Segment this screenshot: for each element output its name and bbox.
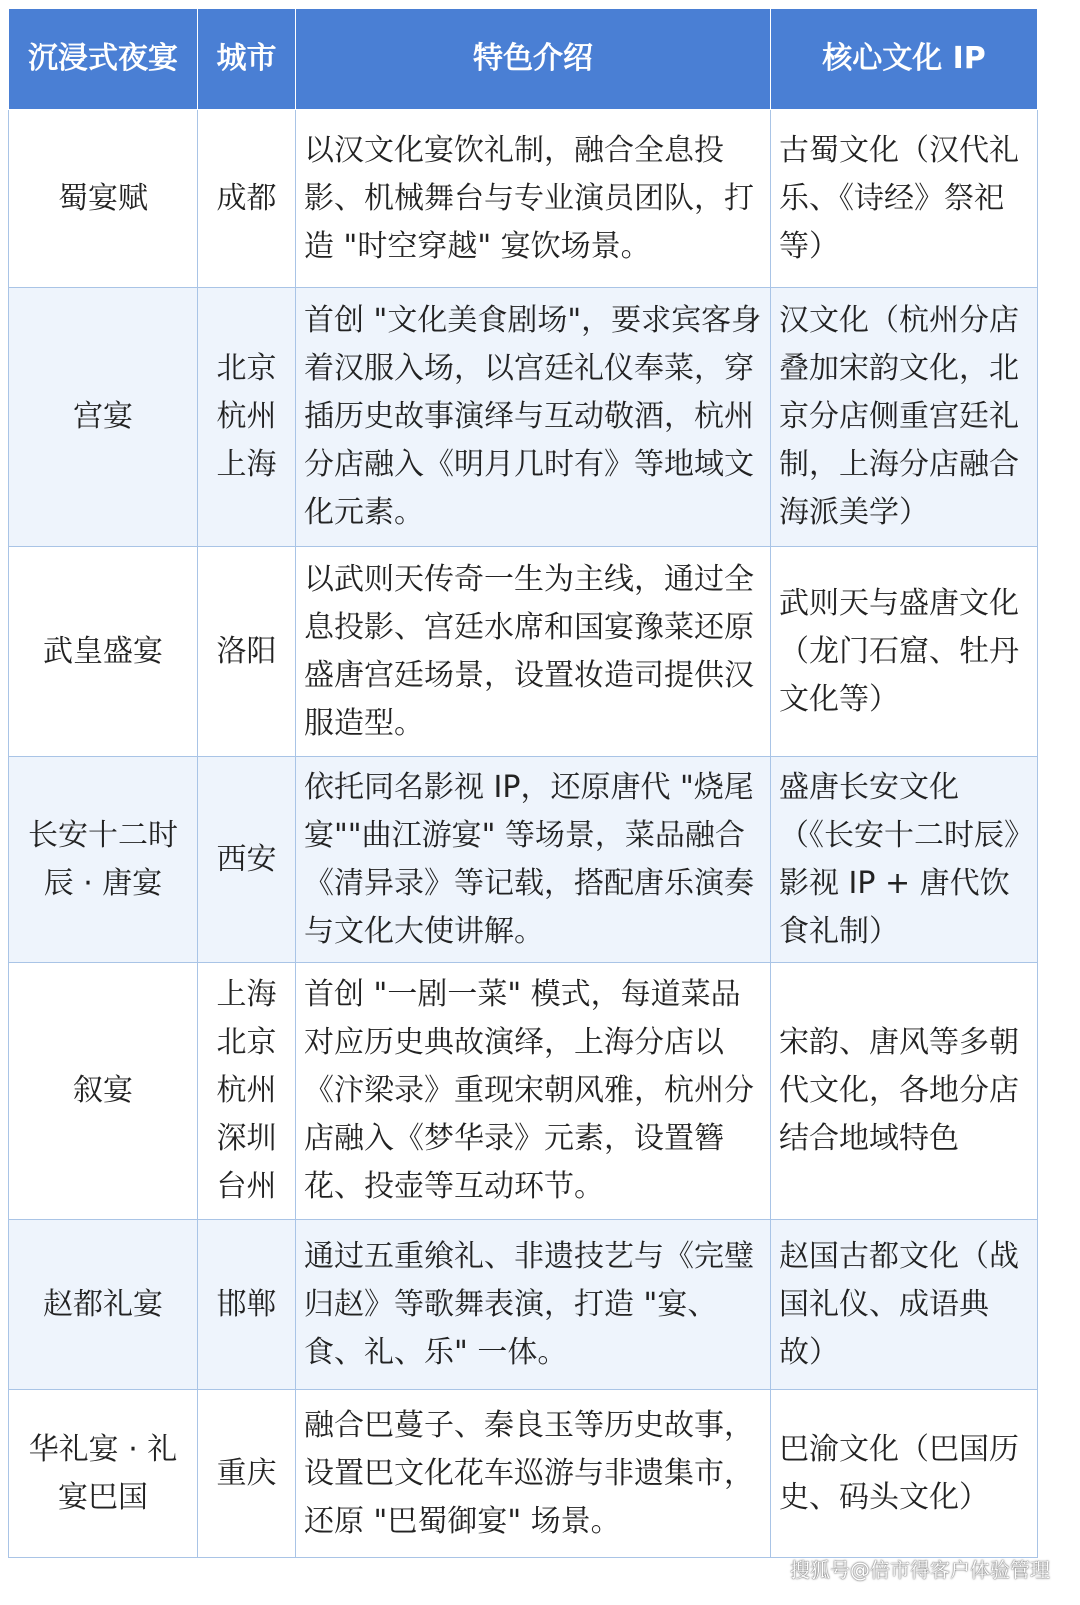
row-ip: 盛唐长安文化（《长安十二时辰》影视 IP + 唐代饮食礼制）: [771, 757, 1038, 963]
row-name: 宫宴: [9, 288, 198, 547]
city-label: 邯郸: [216, 1286, 277, 1322]
row-cities: [198, 288, 296, 547]
row-cities: [198, 757, 296, 963]
city-label: 杭州: [216, 399, 277, 434]
row-ip: 武则天与盛唐文化（龙门石窟、牡丹文化等）: [771, 547, 1038, 757]
row-ip: 赵国古都文化（战国礼仪、成语典故）: [771, 1220, 1038, 1390]
table-row: [9, 757, 1038, 963]
row-cities: [198, 110, 296, 288]
header-intro: 特色介绍: [296, 9, 771, 110]
table-row: [9, 547, 1038, 757]
row-intro: 依托同名影视 IP，还原唐代 "烧尾宴""曲江游宴" 等场景，菜品融合《清异录》等记载，搭配唐乐演奏与文化大使讲解。: [296, 757, 771, 963]
row-cities: [198, 1220, 296, 1390]
header-name: 沉浸式夜宴: [9, 9, 198, 110]
row-ip: 宋韵、唐风等多朝代文化，各地分店结合地域特色: [771, 963, 1038, 1220]
row-cities: [198, 547, 296, 757]
table-row: [9, 288, 1038, 547]
header-city: 城市: [198, 9, 296, 110]
city-label: 重庆: [216, 1455, 277, 1491]
table-header-row: [9, 9, 1038, 110]
row-cities: [198, 1390, 296, 1558]
table-row: [9, 963, 1038, 1220]
row-name: 蜀宴赋: [9, 110, 198, 288]
row-ip: 巴渝文化（巴国历史、码头文化）: [771, 1390, 1038, 1558]
row-intro: 以武则天传奇一生为主线，通过全息投影、宫廷水席和国宴豫菜还原盛唐宫廷场景，设置妆造司提供汉服造型。: [296, 547, 771, 757]
table-row: [9, 1390, 1038, 1558]
city-label: 北京: [216, 1025, 277, 1060]
row-intro: 首创 "文化美食剧场"，要求宾客身着汉服入场，以宫廷礼仪奉菜，穿插历史故事演绎与互动敬酒，杭州分店融入《明月几时有》等地域文化元素。: [296, 288, 771, 547]
header-ip: 核心文化 IP: [771, 9, 1038, 110]
row-name: 长安十二时辰 · 唐宴: [9, 757, 198, 963]
row-intro: 融合巴蔓子、秦良玉等历史故事，设置巴文化花车巡游与非遗集市，还原 "巴蜀御宴" 场景。: [296, 1390, 771, 1558]
row-ip: 汉文化（杭州分店叠加宋韵文化，北京分店侧重宫廷礼制，上海分店融合海派美学）: [771, 288, 1038, 547]
city-label: 杭州: [216, 1073, 277, 1108]
row-ip: 古蜀文化（汉代礼乐、《诗经》祭祀等）: [771, 110, 1038, 288]
city-label: 北京: [216, 351, 277, 386]
watermark: 搜狐号@倍市得客户体验管理: [790, 1558, 1050, 1582]
table-row: [9, 110, 1038, 288]
table-row: [9, 1220, 1038, 1390]
city-label: 台州: [216, 1169, 277, 1204]
city-label: 西安: [216, 841, 277, 877]
row-name: 赵都礼宴: [9, 1220, 198, 1390]
row-name: 武皇盛宴: [9, 547, 198, 757]
city-label: 深圳: [216, 1121, 277, 1156]
row-cities: [198, 963, 296, 1220]
city-label: 成都: [216, 180, 277, 216]
city-label: 洛阳: [216, 633, 277, 669]
city-label: 上海: [216, 447, 277, 482]
row-name: 叙宴: [9, 963, 198, 1220]
row-intro: 通过五重飨礼、非遗技艺与《完璧归赵》等歌舞表演，打造 "宴、食、礼、乐" 一体。: [296, 1220, 771, 1390]
row-intro: 首创 "一剧一菜" 模式，每道菜品对应历史典故演绎，上海分店以《汴梁录》重现宋朝风雅，杭州分店融入《梦华录》元素，设置簪花、投壶等互动环节。: [296, 963, 771, 1220]
row-name: 华礼宴 · 礼宴巴国: [9, 1390, 198, 1558]
restaurant-table: [8, 8, 1038, 1558]
city-label: 上海: [216, 977, 277, 1012]
row-intro: 以汉文化宴饮礼制，融合全息投影、机械舞台与专业演员团队，打造 "时空穿越" 宴饮场景。: [296, 110, 771, 288]
